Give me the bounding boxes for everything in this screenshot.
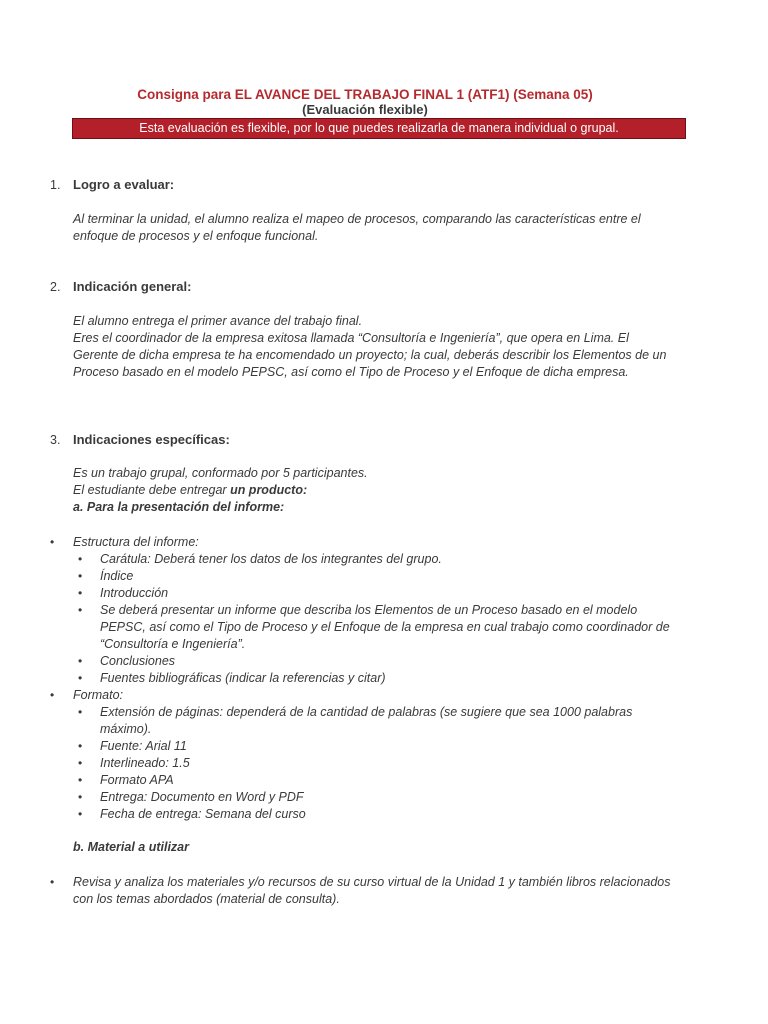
sub-bullet-dot: • <box>78 603 83 617</box>
subsection-b-heading: b. Material a utilizar <box>73 840 190 854</box>
subsection-a-heading: a. Para la presentación del informe: <box>73 500 285 514</box>
bullet-formato: Formato: <box>73 688 124 702</box>
section-3-heading: Indicaciones específicas: <box>73 432 230 447</box>
estructura-item: Carátula: Deberá tener los datos de los integrantes del grupo. <box>100 552 442 566</box>
section-2-text <box>73 313 673 381</box>
sub-bullet-dot: • <box>78 705 83 719</box>
section-3-number: 3. <box>50 433 61 447</box>
section-3-line-2-prefix: El estudiante debe entregar <box>73 483 231 497</box>
section-2-number: 2. <box>50 280 61 294</box>
bullet-dot: • <box>50 535 55 549</box>
sub-bullet-dot: • <box>78 654 83 668</box>
estructura-item: Conclusiones <box>100 654 176 668</box>
estructura-item: Se deberá presentar un informe que describa los Elementos de un Proceso basado en el modelo PEPSC, así como el Tipo de Proceso y el Enfoque de la empresa en cual trabajo como coordinador de “Consultoría e Ingeniería”. <box>100 603 670 651</box>
bullet-estructura: Estructura del informe: <box>73 535 199 549</box>
sub-bullet-dot: • <box>78 773 83 787</box>
section-1-text: Al terminar la unidad, el alumno realiza el mapeo de procesos, comparando las características entre el enfoque de procesos y el enfoque funcional. <box>73 212 641 243</box>
section-2-line-2: Eres el coordinador de la empresa exitosa llamada “Consultoría e Ingeniería”, que opera en Lima. El Gerente de dicha empresa te ha encomendado un proyecto; la cual, deberás describir los Elementos de un Proceso basado en el modelo PEPSC, así como el Tipo de Proceso y el Enfoque de dicha empresa. <box>73 331 667 379</box>
sub-bullet-dot: • <box>78 790 83 804</box>
sub-bullet-dot: • <box>78 756 83 770</box>
estructura-item: Introducción <box>100 586 169 600</box>
formato-item: Fecha de entrega: Semana del curso <box>100 807 306 821</box>
sub-bullet-dot: • <box>78 671 83 685</box>
estructura-item: Fuentes bibliográficas (indicar la referencias y citar) <box>100 671 386 685</box>
section-1-heading: Logro a evaluar: <box>73 177 175 192</box>
section-3-line-1: Es un trabajo grupal, conformado por 5 participantes. <box>73 466 368 480</box>
sub-bullet-dot: • <box>78 552 83 566</box>
formato-item: Interlineado: 1.5 <box>100 756 190 770</box>
section-2-heading: Indicación general: <box>73 279 192 294</box>
section-2-line-1: El alumno entrega el primer avance del trabajo final. <box>73 314 363 328</box>
sub-bullet-dot: • <box>78 586 83 600</box>
sub-bullet-dot: • <box>78 569 83 583</box>
flexible-evaluation-banner: Esta evaluación es flexible, por lo que puedes realizarla de manera individual o grupal. <box>72 118 686 139</box>
document-subtitle: (Evaluación flexible) <box>302 102 428 117</box>
section-3-line-2 <box>73 482 673 499</box>
estructura-item: Índice <box>100 569 134 583</box>
formato-item: Fuente: Arial 11 <box>100 739 187 753</box>
material-text: Revisa y analiza los materiales y/o recursos de su curso virtual de la Unidad 1 y también libros relacionados con los temas abordados (material de consulta). <box>73 875 671 906</box>
sub-bullet-dot: • <box>78 739 83 753</box>
section-1-number: 1. <box>50 178 61 192</box>
bullet-dot: • <box>50 688 55 702</box>
formato-item: Entrega: Documento en Word y PDF <box>100 790 304 804</box>
product-emphasis: un producto: <box>230 483 308 497</box>
document-title: Consigna para EL AVANCE DEL TRABAJO FINAL 1 (ATF1) (Semana 05) <box>137 87 593 102</box>
bullet-dot: • <box>50 875 55 889</box>
formato-item: Formato APA <box>100 773 174 787</box>
section-3-intro <box>73 465 673 516</box>
formato-item: Extensión de páginas: dependerá de la cantidad de palabras (se sugiere que sea 1000 palabras máximo). <box>100 705 633 736</box>
sub-bullet-dot: • <box>78 807 83 821</box>
